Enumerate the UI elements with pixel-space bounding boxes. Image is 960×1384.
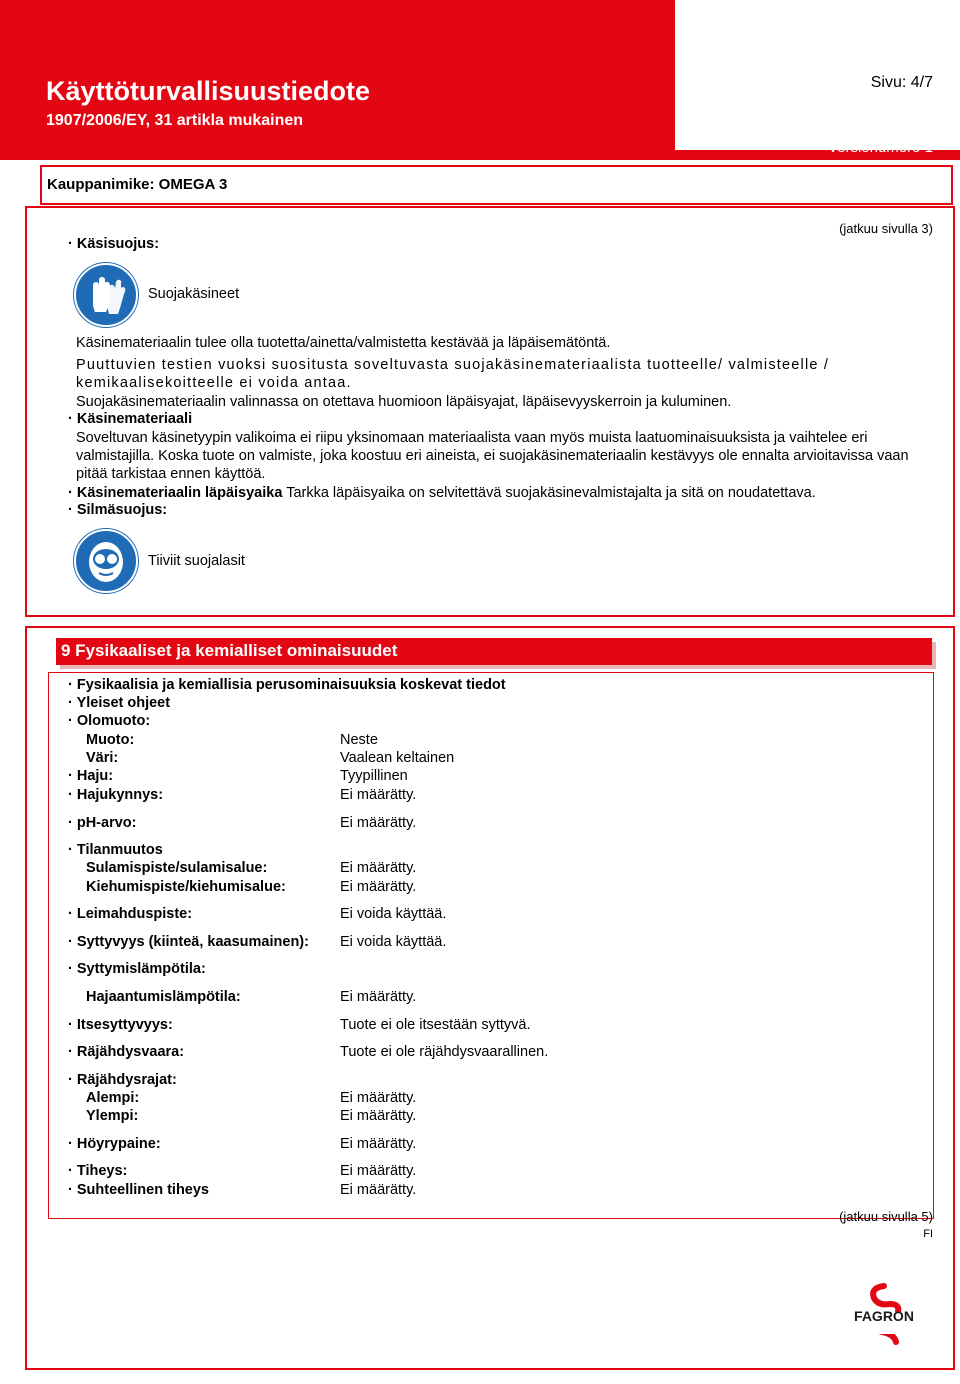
continued-from-note: (jatkuu sivulla 3) xyxy=(839,221,933,236)
property-label: · Tilanmuutos xyxy=(68,842,163,858)
property-value: Ei määrätty. xyxy=(340,1163,417,1179)
property-value: Ei määrätty. xyxy=(340,989,417,1005)
trade-name: Kauppanimike: OMEGA 3 xyxy=(47,176,228,193)
property-label: Kiehumispiste/kiehumisalue: xyxy=(86,879,286,895)
property-label: Hajaantumislämpötila: xyxy=(86,989,241,1005)
property-value: Ei määrätty. xyxy=(340,815,417,831)
property-label: Muoto: xyxy=(86,732,135,748)
property-label: · Höyrypaine: xyxy=(68,1136,161,1152)
page-header xyxy=(0,0,960,160)
property-label: · Syttymislämpötila: xyxy=(68,961,206,977)
property-value: Ei määrätty. xyxy=(340,1182,417,1198)
eye-protection-label: · Silmäsuojus: xyxy=(68,502,168,518)
glove-penetration-row xyxy=(68,484,938,502)
property-label: Väri: xyxy=(86,750,119,766)
version-number: Versionumero 1 xyxy=(827,139,933,156)
property-label: · Suhteellinen tiheys xyxy=(68,1182,209,1198)
property-label: Ylempi: xyxy=(86,1108,139,1124)
basic-properties-heading: · Fysikaalisia ja kemiallisia perusominaisuuksia koskevat tiedot xyxy=(68,677,506,693)
glove-penetration-text: Tarkka läpäisyaika on selvitettävä suojakäsinevalmistajalta ja sitä on noudatettava. xyxy=(286,485,816,501)
property-label: · Leimahduspiste: xyxy=(68,906,193,922)
property-label: · Tiheys: xyxy=(68,1163,128,1179)
general-info-heading: · Yleiset ohjeet xyxy=(68,695,171,711)
glove-requirement-text: Käsinemateriaalin tulee olla tuotetta/ainetta/valmistetta kestävää ja läpäisemätöntä. xyxy=(76,335,611,351)
property-value: Vaalean keltainen xyxy=(340,750,455,766)
property-value: Tyypillinen xyxy=(340,768,408,784)
fagron-logo-text: FAGRON xyxy=(854,1308,914,1324)
property-value: Ei määrätty. xyxy=(340,1108,417,1124)
language-code: FI xyxy=(923,1228,933,1240)
hand-protection-label: · Käsisuojus: xyxy=(68,236,160,252)
property-label: · Hajukynnys: xyxy=(68,787,164,803)
property-label: · Itsesyttyvyys: xyxy=(68,1017,173,1033)
goggles-icon xyxy=(73,528,139,594)
gloves-icon xyxy=(73,262,139,328)
section9-title-bar xyxy=(56,638,932,665)
continued-to-note: (jatkuu sivulla 5) xyxy=(839,1209,933,1224)
property-label: · Räjähdysrajat: xyxy=(68,1072,177,1088)
property-value: Ei voida käyttää. xyxy=(340,934,447,950)
glove-selection-text: Suojakäsinemateriaalin valinnassa on otettava huomioon läpäisyajat, läpäisevyyskerroin ja kuluminen. xyxy=(76,394,732,410)
property-label: · Haju: xyxy=(68,768,114,784)
page-number: Sivu: 4/7 xyxy=(870,74,933,91)
property-value: Ei määrätty. xyxy=(340,1090,417,1106)
property-value: Ei määrätty. xyxy=(340,787,417,803)
property-value: Ei määrätty. xyxy=(340,860,417,876)
section9-title: 9 Fysikaaliset ja kemialliset ominaisuudet xyxy=(61,641,398,660)
trade-name-box xyxy=(40,165,953,205)
document-title: Käyttöturvallisuustiedote xyxy=(46,76,371,106)
property-label: Alempi: xyxy=(86,1090,140,1106)
property-label: · Syttyvyys (kiinteä, kaasumainen): xyxy=(68,934,309,950)
print-date: Painatuspäivämäärä 11.01.2013 xyxy=(718,102,933,119)
gloves-caption: Suojakäsineet xyxy=(148,286,240,302)
property-value: Ei määrätty. xyxy=(340,1136,417,1152)
appearance-heading: · Olomuoto: xyxy=(68,713,151,729)
property-value: Tuote ei ole itsestään syttyvä. xyxy=(340,1017,531,1033)
revision-date: Tarkistus: 11.01.2013 xyxy=(791,121,933,138)
glove-material-label: · Käsinemateriaali xyxy=(68,411,193,427)
property-value: Neste xyxy=(340,732,378,748)
document-subtitle: 1907/2006/EY, 31 artikla mukainen xyxy=(46,112,304,129)
glove-recommendation-text: Puuttuvien testien vuoksi suositusta soveltuvasta suojakäsinemateriaalista tuotteelle/ valmisteelle / kemikaalisekoitteelle ei voida antaa. xyxy=(76,357,830,391)
glove-penetration-label: · Käsinemateriaalin läpäisyaika xyxy=(68,485,283,501)
property-label: · pH-arvo: xyxy=(68,815,137,831)
property-label: · Räjähdysvaara: xyxy=(68,1044,185,1060)
property-value: Tuote ei ole räjähdysvaarallinen. xyxy=(340,1044,549,1060)
property-value: Ei määrätty. xyxy=(340,879,417,895)
goggles-caption: Tiiviit suojalasit xyxy=(148,553,245,569)
property-label: Sulamispiste/sulamisalue: xyxy=(86,860,268,876)
property-value: Ei voida käyttää. xyxy=(340,906,447,922)
glove-material-text: Soveltuvan käsinetyypin valikoima ei riipu yksinomaan materiaalista vaan myös muista laatuominaisuuksista ja vaihtelee eri valmistajilla. Koska tuote on valmiste, joka koostuu eri aineista, ei suojakäsinemateriaalin kestävyys ole ennalta arvioitavissa vaan pitää tarkistaa ennen käyttöä. xyxy=(76,430,909,482)
